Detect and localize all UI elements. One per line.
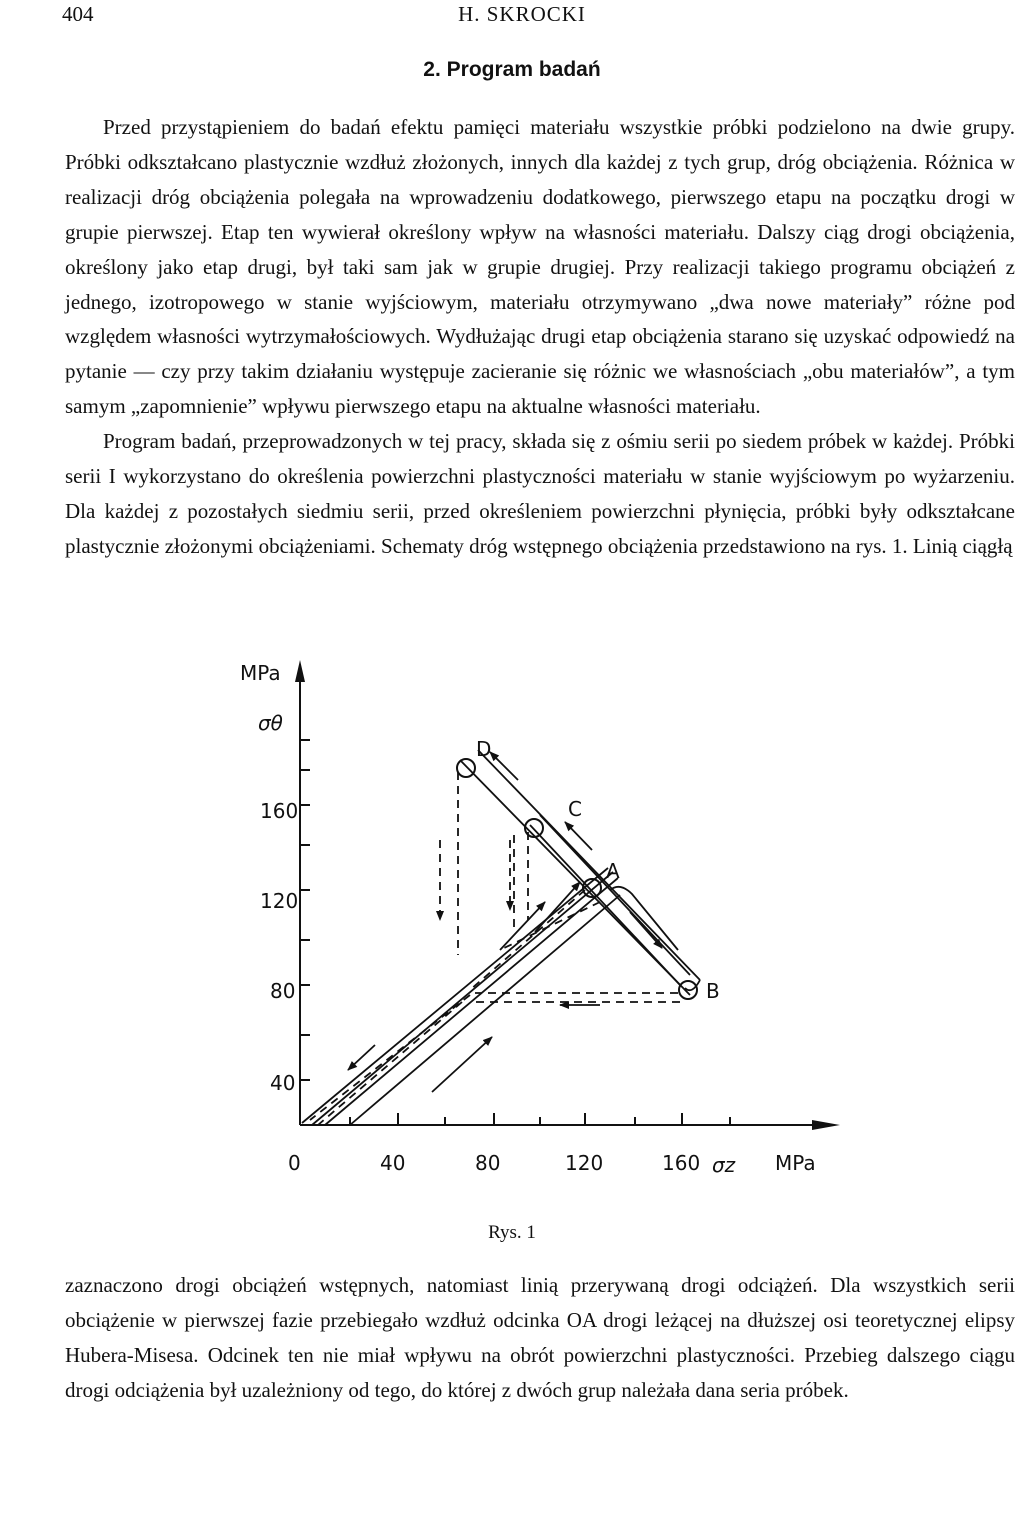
point-label-c: C — [568, 797, 582, 821]
point-label-b: B — [706, 979, 720, 1003]
point-circle — [457, 759, 475, 777]
x-tick-label: 120 — [565, 1151, 604, 1175]
paragraph: Program badań, przeprowadzonych w tej pracy, składa się z ośmiu serii po siedem próbek w każdej. Próbki serii I wykorzystano do określenia powierzchni plastyczności materiału w stanie wyjściowym po wyżarzeniu. Dla każdej z pozostałych siedmiu serii, przed określeniem powierzchni płynięcia, próbki były odkształcane plastycznie złożonymi obciążeniami. Schematy dróg wstępnego obciążenia przedstawiono na rys. 1. Linią ciągłą — [65, 429, 1015, 558]
y-axis-arrow-icon — [295, 660, 305, 682]
page-header — [62, 2, 982, 32]
paragraph: zaznaczono drogi obciążeń wstępnych, natomiast linią przerywaną drogi odciążeń. Dla wszystkich serii obciążenie w pierwszej fazie przebiegało wzdłuż odcinka OA drogi leżącej na dłuższej osi teoretycznej elipsy Hubera-Misesa. Odcinek ten nie miał wpływu na obrót powierzchni plastyczności. Przebieg dalszego ciągu drogi odciążenia był uzależniony od tego, do której z dwóch grup należała dana seria próbek. — [65, 1273, 1015, 1402]
x-tick-label: 40 — [380, 1151, 406, 1175]
body-text-bottom — [65, 1268, 1015, 1408]
x-unit-label: MPa — [775, 1151, 816, 1175]
x-tick-label: 160 — [662, 1151, 701, 1175]
y-tick-label: 120 — [260, 889, 299, 913]
y-symbol-label: σθ — [258, 711, 283, 735]
y-unit-label: MPa — [240, 661, 281, 685]
paragraph: Przed przystąpieniem do badań efektu pamięci materiału wszystkie próbki podzielono na dwie grupy. Próbki odkształcano plastycznie wzdłuż złożonych, innych dla każdej z tych grup, dróg obciążenia. Różnica w realizacji dróg obciążenia polegała na wprowadzeniu dodatkowego, pierwszego etapu na początku drogi w grupie pierwszej. Etap ten wywierał określony wpływ na własności materiału. Dalszy ciąg drogi obciążenia, określony jako etap drugi, był taki sam jak w grupie drugiej. Przy realizacji takiego programu obciążeń z jednego, izotropowego w stanie wyjściowym, materiału otrzymywano „dwa nowe materiały” różne pod względem własności wytrzymałościowych. Wydłużając drugi etap obciążenia starano się uzyskać odpowiedź na pytanie — czy przy takim działaniu występuje zacieranie się różnic we własnościach „obu materiałów”, a tym samym „zapomnienie” wpływu pierwszego etapu na aktualne własności materiału. — [65, 115, 1015, 419]
y-tick-label: 40 — [270, 1071, 296, 1095]
body-text-top — [65, 110, 1015, 564]
page-number: 404 — [62, 2, 94, 26]
x-symbol-label: σz — [712, 1153, 736, 1177]
y-tick-label: 160 — [260, 799, 299, 823]
figure-caption: Rys. 1 — [488, 1222, 536, 1243]
x-tick-label: 80 — [475, 1151, 501, 1175]
point-label-a: A — [606, 859, 620, 883]
x-axis-arrow-icon — [812, 1120, 840, 1130]
x-tick-label: 0 — [288, 1151, 301, 1175]
running-head: H. SKROCKI — [458, 2, 586, 26]
stress-path-diagram — [200, 650, 860, 1220]
point-label-d: D — [476, 737, 492, 761]
section-title: 2. Program badań — [423, 58, 601, 81]
y-tick-label: 80 — [270, 979, 296, 1003]
